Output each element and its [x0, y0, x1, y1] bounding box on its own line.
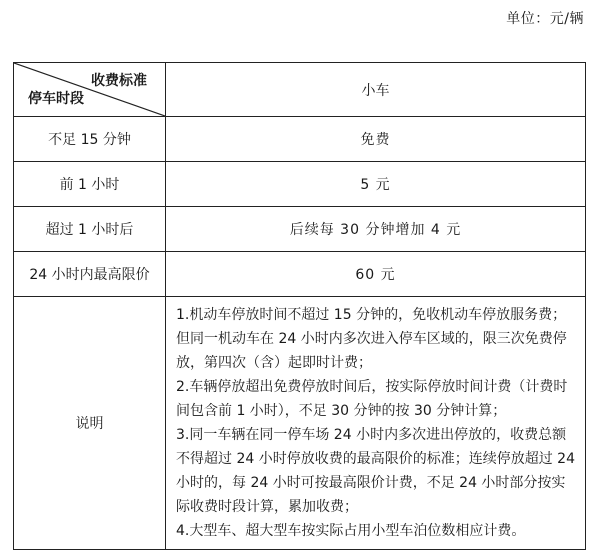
period-cell: 不足 15 分钟 [14, 117, 166, 162]
diagonal-header-cell [14, 63, 166, 117]
unit-label: 单位：元/辆 [506, 11, 584, 27]
table-row [14, 207, 586, 252]
period-cell: 前 1 小时 [14, 162, 166, 207]
note-item: 1.机动车停放时间不超过 15 分钟的，免收机动车停放服务费；但同一机动车在 24 小时内多次进入停车区域的，限三次免费停放，第四次（含）起即时计费； [176, 307, 567, 371]
notes-label: 说明 [14, 297, 166, 550]
period-cell: 24 小时内最高限价 [14, 252, 166, 297]
parking-period-label: 停车时段 [28, 91, 84, 107]
period-cell: 超过 1 小时后 [14, 207, 166, 252]
notes-content [166, 297, 586, 550]
rate-cell: 后续每 30 分钟增加 4 元 [166, 207, 586, 252]
rate-cell: 60 元 [166, 252, 586, 297]
table-row [14, 117, 586, 162]
vehicle-type-header: 小车 [166, 63, 586, 117]
fee-table [13, 62, 586, 550]
table-header-row [14, 63, 586, 117]
table-row [14, 252, 586, 297]
note-item: 2.车辆停放超出免费停放时间后，按实际停放时间计费（计费时间包含前 1 小时），不足 30 分钟的按 30 分钟计算； [176, 379, 568, 419]
notes-row [14, 297, 586, 550]
note-item: 4.大型车、超大型车按实际占用小型车泊位数相应计费。 [176, 523, 526, 539]
table-row [14, 162, 586, 207]
note-item: 3.同一车辆在同一停车场 24 小时内多次进出停放的，收费总额不得超过 24 小时停放收费的最高限价的标准；连续停放超过 24 小时的，每 24 小时可按最高限价计费，不足 24 小时部分按实际收费时段计算，累加收费； [176, 427, 575, 515]
rate-cell: 免费 [166, 117, 586, 162]
fee-standard-label: 收费标准 [91, 73, 147, 89]
rate-cell: 5 元 [166, 162, 586, 207]
